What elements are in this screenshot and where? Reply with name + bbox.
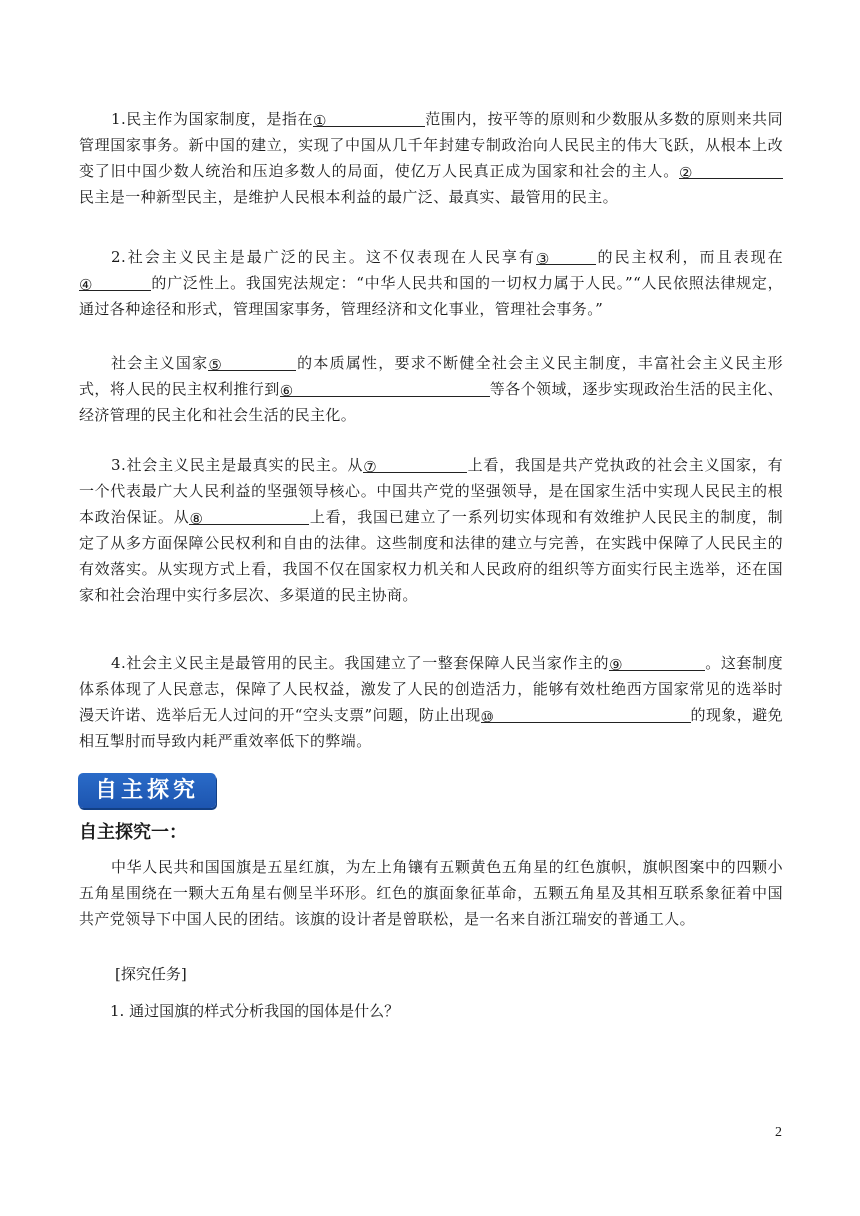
task-tag: [探究任务] bbox=[115, 965, 187, 983]
question-1: 1. 通过国旗的样式分析我国的国体是什么？ bbox=[110, 1002, 400, 1020]
blank-9[interactable]: ⑨ bbox=[609, 652, 705, 671]
blank-1[interactable]: ① bbox=[313, 108, 425, 127]
blank-4[interactable]: ④ bbox=[79, 272, 151, 291]
paragraph-2: 2.社会主义民主是最广泛的民主。这不仅表现在人民享有③ 的民主权利，而且表现在④ 的广泛性上。我国宪法规定：“中华人民共和国的一切权力属于人民。”“人民依照法律规定，通过各种途径和形式，管理国家事务，管理经济和文化事业，管理社会事务。” bbox=[79, 248, 783, 318]
paragraph-5: 4.社会主义民主是最管用的民主。我国建立了一整套保障人民当家作主的⑨ 。这套制度体系体现了人民意志，保障了人民权益，激发了人民的创造活力，能够有效杜绝西方国家常见的选举时漫天许诺、选举后无人过问的开“空头支票”问题，防止出现⑩ 的现象，避免相互掣肘而导致内耗严重效率低下的弊端。 bbox=[79, 654, 783, 750]
blank-6[interactable]: ⑥ bbox=[280, 378, 490, 397]
blank-5[interactable]: ⑤ bbox=[208, 352, 296, 371]
paragraph-1: 1.民主作为国家制度，是指在① 范围内，按平等的原则和少数服从多数的原则来共同管理国家事务。新中国的建立，实现了中国从几千年封建专制政治向人民民主的伟大飞跃，从根本上改变了旧中国少数人统治和压迫多数人的局面，使亿万人民真正成为国家和社会的主人。②民主是一种新型民主，是维护人民根本利益的最广泛、最真实、最管用的民主。 bbox=[79, 110, 784, 206]
paragraph-3: 社会主义国家⑤ 的本质属性，要求不断健全社会主义民主制度，丰富社会主义民主形式，将人民的民主权利推行到⑥ 等各个领域，逐步实现政治生活的民主化、经济管理的民主化和社会生活的民主化。 bbox=[79, 354, 783, 424]
blank-8[interactable]: ⑧ bbox=[189, 506, 309, 525]
blank-10[interactable]: ⑩ bbox=[481, 704, 691, 723]
blank-3[interactable]: ③ bbox=[536, 246, 596, 265]
section-banner: 自主探究 bbox=[78, 773, 216, 808]
paragraph-4: 3.社会主义民主是最真实的民主。从⑦ 上看，我国是共产党执政的社会主义国家，有一个代表最广大人民利益的坚强领导核心。中国共产党的坚强领导，是在国家生活中实现人民民主的根本政治保证。从⑧ 上看，我国已建立了一系列切实体现和有效维护人民民主的制度，制定了从多方面保障公民权利和自由的法律。这些制度和法律的建立与完善，在实践中保障了人民民主的有效落实。从实现方式上看，我国不仅在国家权力机关和人民政府的组织等方面实行民主选举，还在国家和社会治理中实行多层次、多渠道的民主协商。 bbox=[79, 456, 783, 604]
section-heading: 自主探究一： bbox=[79, 822, 187, 843]
blank-7[interactable]: ⑦ bbox=[363, 454, 467, 473]
blank-2[interactable]: ② bbox=[679, 160, 783, 179]
page-number: 2 bbox=[775, 1125, 782, 1140]
paragraph-6: 中华人民共和国国旗是五星红旗，为左上角镶有五颗黄色五角星的红色旗帜，旗帜图案中的四颗小五角星围绕在一颗大五角星右侧呈半环形。红色的旗面象征革命，五颗五角星及其相互联系象征着中国共产党领导下中国人民的团结。该旗的设计者是曾联松，是一名来自浙江瑞安的普通工人。 bbox=[79, 858, 783, 928]
